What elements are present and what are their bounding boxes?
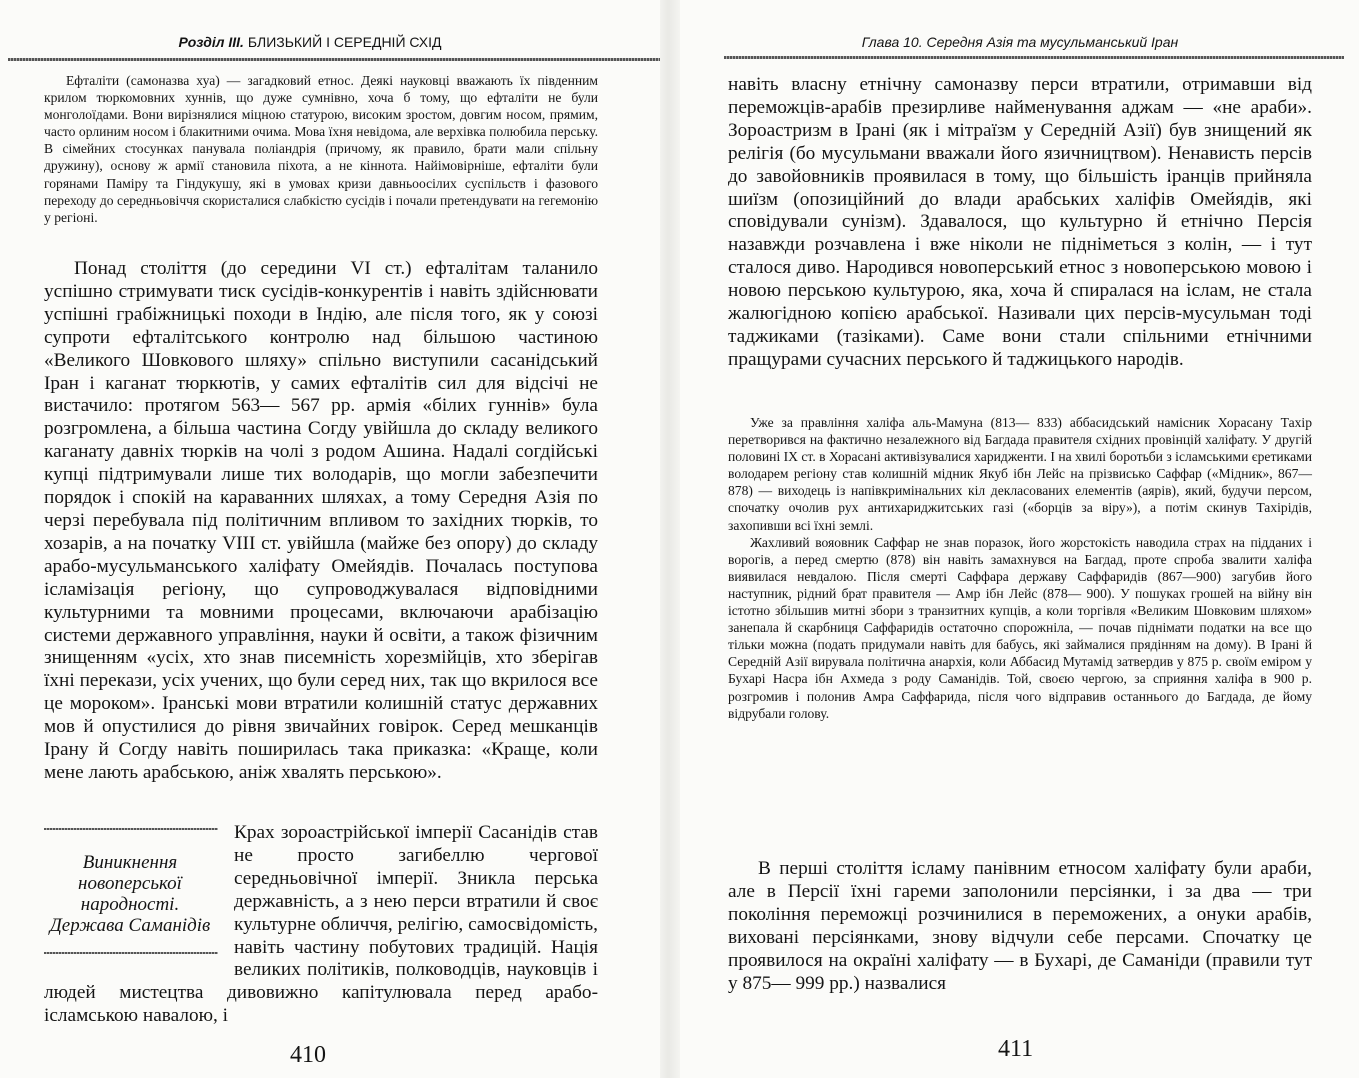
section-paragraph-block bbox=[44, 822, 598, 1028]
left-header-part: Розділ III. bbox=[178, 34, 244, 50]
section-paragraph: Крах зороастрійської імперії Сасанідів став не просто загибеллю чергової середньовічної імперії. Зникла перська державність, а з нею перси втратили й своє культурне обличчя, релігію, самосвідомість, навіть частину побутових традицій. Нація великих політиків, полководців, науковців і людей мистецтва дивовижно капітулювала перед арабо-ісламською навалою, і bbox=[44, 822, 598, 1027]
book-gutter bbox=[660, 0, 680, 1078]
section-heading-spacer bbox=[44, 822, 234, 974]
right-top-paragraph: навіть власну етнічну самоназву перси втратили, отримавши від переможців-арабів презирливе найменування аджам — «не араби». Зороастризм в Ірані (як і мітраїзм у Середній Азії) був знищений як релігія (бо мусульмани вважали його язичництвом). Ненависть персів до завойовників проявилася в тому, що більшість іранців прийняла шиїзм (опозиційний до влади арабських халіфів Омейядів, які сповідували сунізм). Здавалося, що культурно й етнічно Персія назавжди розчавлена і вже ніколи не підніметься з колін, — і тут сталося диво. Народився новоперський етнос з новоперською мовою і новою перською культурою, яка, хоча й спиралася на іслам, не стала жалюгідною копією арабської. Називали цих персів-мусульман тоді таджиками (тазіками). Саме вони стали спільними етнічними пращурами сучасних перського й таджицького народів. bbox=[728, 74, 1312, 370]
right-top-text bbox=[728, 74, 1312, 372]
left-page bbox=[0, 0, 660, 1078]
left-header-title: БЛИЗЬКИЙ І СЕРЕДНІЙ СХІД bbox=[247, 34, 442, 50]
left-header-rule bbox=[8, 58, 660, 61]
left-note-text: Ефталіти (самоназва хуа) — загадковий етнос. Деякі науковці вважають їх південним крилом тюркомовних хуннів, що дуже сумнівно, хоча б тому, що ефталіти не були монголоїдами. Вони вирізнялися міцною статурою, високим зростом, довгим носом, прямим, часто орлиним носом і блакитними очима. Мова їхня невідома, але верхівка полюбила перську. В сімейних стосунках панувала поліандрія (причому, як правило, брати мали спільну дружину), основу ж армії становила піхота, а не кіннота. Найімовірніше, ефталіти були горянами Паміру та Гіндукушу, які в умовах кризи давньоосілих суспільств і фазового переходу до середньовіччя скористалися слабкістю сусідів і почали претендувати на гегемонію у регіоні. bbox=[44, 73, 598, 225]
section-heading-line-1: Виникнення bbox=[82, 852, 178, 873]
right-header-part: Глава 10. bbox=[861, 34, 923, 50]
left-main-text bbox=[44, 258, 598, 785]
right-note bbox=[728, 414, 1312, 722]
right-note-2: Жахливий вояовник Саффар не знав поразок, його жорстокість наводила страх на підданих і ворогів, а перед смертю (878) він навіть замахнувся на Багдад, проте спроба звалити халіфа виявилася невдалою. Після смерті Саффара державу Саффаридів (867—900) загубив його наступник, рідний брат правителя — Амр ібн Лейс (878— 900). У пошуках грошей на війну він істотно збільшив митні збори з транзитних купців, а коли торгівля «Великим Шовковим шляхом» занепала й скарбниця Саффаридів остаточно спорожніла, — почав піднімати податки на все що тільки можна (подать придумали навіть для бабусь, які займалися прядінням на дому). В Ірані й Середній Азії вирувала політична анархія, коли Аббасид Мутамід затвердив у 875 р. своїм еміром у Бухарі Насра ібн Ахмеда з роду Саманідів. Той, своєю чергою, за сприяння халіфа в 900 р. розгромив і полонив Амра Саффарида, після чого відправив останнього до Багдада, де йому відрубали голову. bbox=[728, 534, 1312, 721]
left-main-paragraph: Понад століття (до середини VI ст.) ефталітам таланило успішно стримувати тиск сусідів-конкурентів і навіть здійснювати успішні грабіжницькі походи в Індію, але після того, як у союзі супроти ефталітського контролю над більшою частиною «Великого Шовкового шляху» спільно виступили сасанідський Іран і каганат тюркютів, у самих ефталітів сил для відсічі не вистачило: протягом 563— 567 рр. армія «білих гуннів» була розгромлена, а більша частина Согду увійшла до складу великого каганату давніх тюрків на чолі з родом Ашина. Надалі согдійські купці підтримували лише тих володарів, що могли забезпечити порядок і спокій на караванних шляхах, а тому Середня Азія по черзі перебувала під політичним впливом то західних тюрків, то хозарів, а на початку VIII ст. увійшла (майже без опору) до складу арабо-мусульманського халіфату Омейядів. Почалась поступова ісламізація регіону, що супроводжувалася відповідними культурними та мовними процесами, включаючи арабізацію системи державного управління, науки й освіти, а також фізичним знищенням «усіх, хто знав писемність хорезмійців, хто зберігав їхні перекази, усіх учених, що були серед них, так що вкрилося все це мороком». Іранські мови втратили колишній статус державних мов й опустилися до рівня звичайних говірок. Серед мешканців Ірану й Согду навіть поширилась така приказка: «Краще, коли мене лають арабською, аніж хвалять перською». bbox=[44, 258, 598, 783]
right-header-rule bbox=[724, 56, 1344, 59]
right-running-header bbox=[740, 34, 1300, 50]
right-bottom-text bbox=[728, 858, 1312, 995]
right-page bbox=[680, 0, 1359, 1078]
left-page-number: 410 bbox=[290, 1042, 326, 1068]
section-heading-line-3: народності. bbox=[80, 894, 180, 915]
right-bottom-paragraph: В перші століття ісламу панівним етносом халіфату були араби, але в Персії їхні гареми заполонили персіянки, і за два — три покоління переможці розчинилися в переможених, а онуки арабів, виховані персіянками, знову відчули себе персами. Спочатку це проявилося на окраїні халіфату — в Бухарі, де Саманіди (правили тут у 875— 999 рр.) назвалися bbox=[728, 858, 1312, 994]
left-running-header bbox=[100, 34, 520, 50]
section-heading-line-4: Держава Саманідів bbox=[49, 915, 211, 936]
section-heading-line-2: новоперської bbox=[78, 873, 182, 894]
left-note bbox=[44, 72, 598, 226]
right-note-1: Уже за правління халіфа аль-Мамуна (813— 833) аббасидський намісник Хорасану Тахір перетворився на фактично незалежного від Багдада правителя східних провінцій халіфату. У другій половині IX ст. в Хорасані активізувалися харидженти. І на хвилі боротьби з ісламськими єретиками володарем регіону став колишній мідник Якуб ібн Лейс на прізвисько Саффар («Мідник», 867— 878) — виходець із напівкримінальних кіл декласованих елементів (аярів), який, будучи персом, спочатку очолив рух антихариджитських газі («борців за віру»), а потім скинув Тахірідів, захопивши всі їхні землі. bbox=[728, 415, 1312, 533]
right-header-title: Середня Азія та мусульманський Іран bbox=[926, 34, 1179, 50]
right-page-number: 411 bbox=[998, 1036, 1034, 1062]
